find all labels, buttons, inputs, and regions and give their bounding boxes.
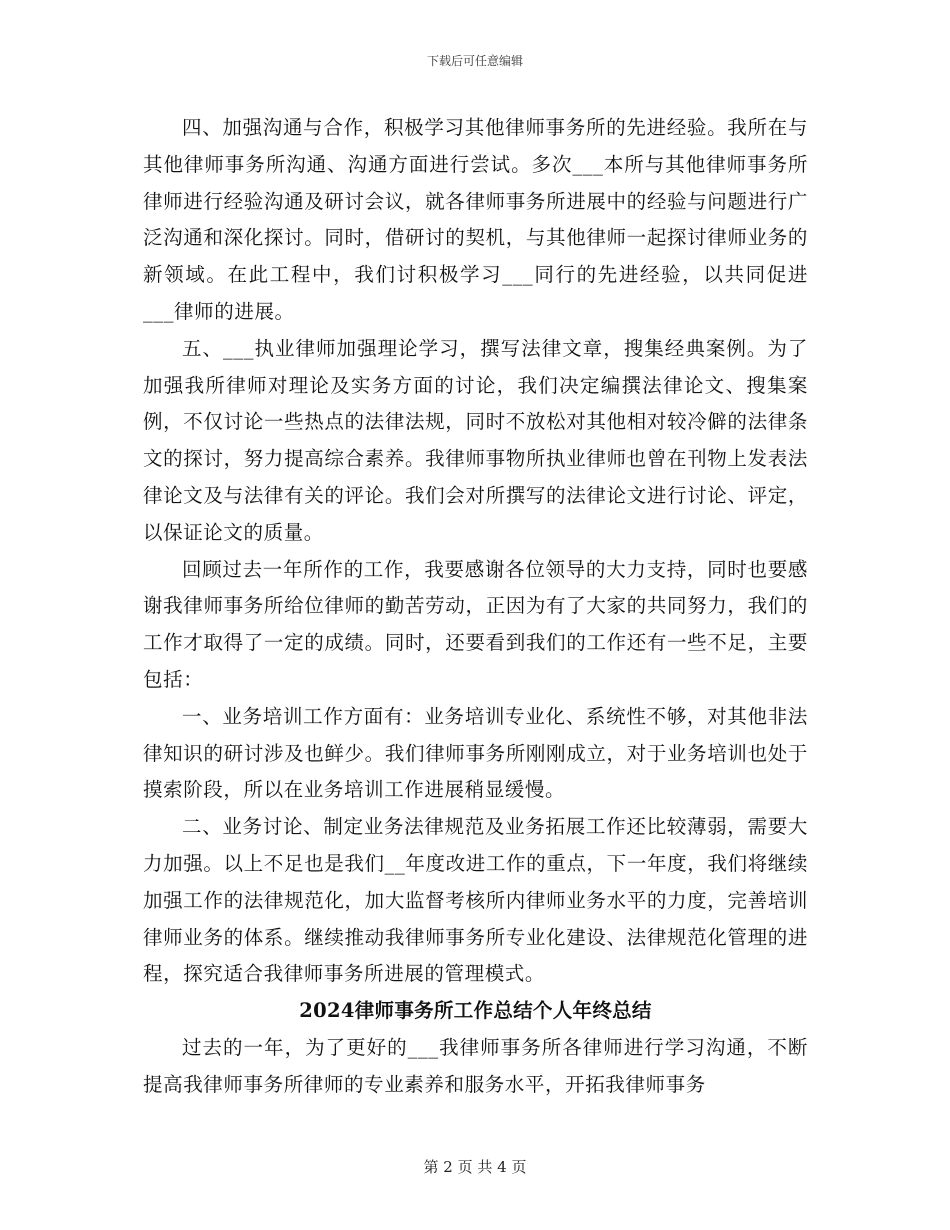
section-title: 2024律师事务所工作总结个人年终总结 (299, 999, 652, 1023)
paragraph-shortcoming-training: 一、业务培训工作方面有：业务培训专业化、系统性不够，对其他非法律知识的研讨涉及也鲜少。我们律师事务所刚刚成立，对于业务培训也处于摸索阶段，所以在业务培训工作进展稍显缓慢。 (143, 704, 808, 802)
document-body (143, 110, 808, 1104)
paragraph-shortcoming-research: 二、业务讨论、制定业务法律规范及业务拓展工作还比较薄弱，需要大力加强。以上不足也是我们__年度改进工作的重点，下一年度，我们将继续加强工作的法律规范化，加大监督考核所内律师业务水平的力度，完善培训律师业务的体系。继续推动我律师事务所专业化建设、法律规范化管理的进程，探究适合我律师事务所进展的管理模式。 (143, 815, 808, 986)
paragraph-theory-study: 五、___执业律师加强理论学习，撰写法律文章，搜集经典案例。为了加强我所律师对理论及实务方面的讨论，我们决定编撰法律论文、搜集案例，不仅讨论一些热点的法律法规，同时不放松对其他相对较冷僻的法律条文的探讨，努力提高综合素养。我律师事物所执业律师也曾在刊物上发表法律论文及与法律有关的评论。我们会对所撰写的法律论文进行讨论、评定，以保证论文的质量。 (143, 336, 808, 544)
page-header: 下载后可任意编辑 (426, 54, 523, 68)
page-number: 第 2 页 共 4 页 (423, 1158, 527, 1176)
paragraph-communication: 四、加强沟通与合作，积极学习其他律师事务所的先进经验。我所在与其他律师事务所沟通、沟通方面进行尝试。多次___本所与其他律师事务所律师进行经验沟通及研讨会议，就各律师事务所进展中的经验与问题进行广泛沟通和深化探讨。同时，借研讨的契机，与其他律师一起探讨律师业务的新领域。在此工程中，我们讨积极学习___同行的先进经验，以共同促进___律师的进展。 (143, 116, 808, 323)
paragraph-review: 回顾过去一年所作的工作，我要感谢各位领导的大力支持，同时也要感谢我律师事务所给位律师的勤苦劳动，正因为有了大家的共同努力，我们的工作才取得了一定的成绩。同时，还要看到我们的工作还有一些不足，主要包括： (143, 557, 808, 691)
paragraph-intro: 过去的一年，为了更好的___我律师事务所各律师进行学习沟通，不断提高我律师事务所律师的专业素养和服务水平，开拓我律师事务 (143, 1035, 808, 1096)
